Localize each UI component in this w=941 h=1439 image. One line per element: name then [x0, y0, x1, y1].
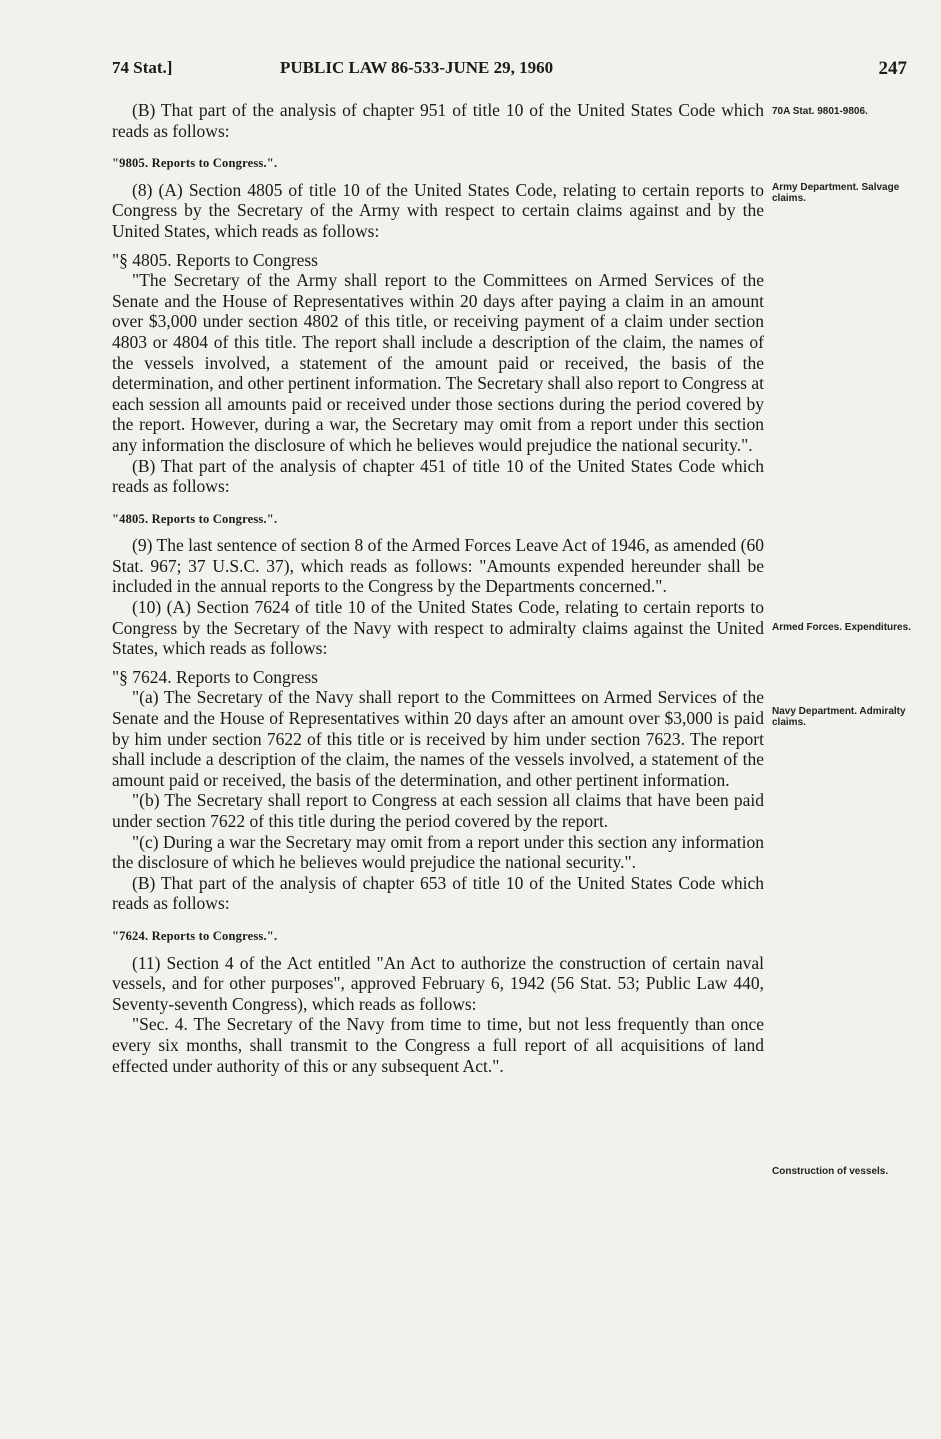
page-number: 247 — [878, 58, 907, 79]
paragraph: "Sec. 4. The Secretary of the Navy from time to time, but not less frequently than once every six months, shall transmit to the Congress a full report of all acquisitions of land effected under authority of this or any subsequent Act.". — [112, 1014, 764, 1076]
page-header — [112, 58, 907, 84]
document-body — [112, 100, 764, 1076]
paragraph: (11) Section 4 of the Act entitled "An Act to authorize the construction of certain naval vessels, and for other purposes", approved February 6, 1942 (56 Stat. 53; Public Law 440, Seventy-seventh Congress), which reads as follows: — [112, 952, 764, 1014]
paragraph: "(c) During a war the Secretary may omit from a report under this section any information the disclosure of which he believes would prejudice the national security.". — [112, 831, 764, 873]
paragraph: (9) The last sentence of section 8 of the Armed Forces Leave Act of 1946, as amended (60 Stat. 967; 37 U.S.C. 37), which reads as follows: "Amounts expended hereunder shall be included in the annual reports to the Congress by the Departments concerned.". — [112, 535, 764, 597]
margin-note-armed-forces: Armed Forces. Expenditures. — [772, 622, 911, 633]
paragraph: (B) That part of the analysis of chapter 653 of title 10 of the United States Code which reads as follows: — [112, 872, 764, 914]
margin-note-construction: Construction of vessels. — [772, 1166, 889, 1177]
section-heading: "§ 7624. Reports to Congress — [112, 666, 318, 687]
paragraph: (8) (A) Section 4805 of title 10 of the United States Code, relating to certain reports to Congress by the Secretary of the Army with respect to certain claims against and by the United States, which reads as follows: — [112, 179, 764, 241]
margin-note-army-salvage: Army Department. Salvage claims. — [772, 182, 900, 204]
section-heading: "§ 4805. Reports to Congress — [112, 249, 318, 270]
paragraph: (10) (A) Section 7624 of title 10 of the United States Code, relating to certain reports to Congress by the Secretary of the Navy with respect to admiralty claims against the United States, which reads as follows: — [112, 597, 764, 659]
analysis-entry: "7624. Reports to Congress.". — [112, 928, 278, 943]
paragraph: (B) That part of the analysis of chapter 451 of title 10 of the United States Code which reads as follows: — [112, 455, 764, 497]
paragraph: "(b) The Secretary shall report to Congress at each session all claims that have been paid under section 7622 of this title during the period covered by the report. — [112, 790, 764, 831]
paragraph: "(a) The Secretary of the Navy shall report to the Committees on Armed Services of the Senate and the House of Representatives within 20 days after an amount over $3,000 is paid by him under section 7622 of this title or is received by him under section 7623. The report shall include a description of the claim, the names of the vessels involved, a statement of the amount paid or received, the basis of the determination, and other pertinent information. — [112, 687, 764, 790]
volume-citation: 74 Stat.] — [112, 58, 173, 77]
paragraph: "The Secretary of the Army shall report to the Committees on Armed Services of the Senate and the House of Representatives within 20 days after paying a claim in an amount over $3,000 under section 4802 of this title, or receiving payment of a claim under section 4803 or 4804 of this title. The report shall include a description of the claim, the names of the vessels involved, a statement of the amount paid or received, the basis of the determination, and other pertinent information. The Secretary shall also report to Congress at each session all amounts paid or received under those sections during the period covered by the report. However, during a war, the Secretary may omit from a report under this section any information the disclosure of which he believes would prejudice the national security.". — [112, 270, 764, 455]
analysis-entry: "9805. Reports to Congress.". — [112, 156, 278, 171]
margin-note-navy-admiralty: Navy Department. Admiralty claims. — [772, 706, 906, 728]
paragraph: (B) That part of the analysis of chapter 951 of title 10 of the United States Code which reads as follows: — [112, 100, 764, 141]
analysis-entry: "4805. Reports to Congress.". — [112, 511, 278, 526]
page-title: PUBLIC LAW 86-533-JUNE 29, 1960 — [280, 58, 554, 77]
margin-note-stat-reference: 70A Stat. 9801-9806. — [772, 106, 868, 117]
